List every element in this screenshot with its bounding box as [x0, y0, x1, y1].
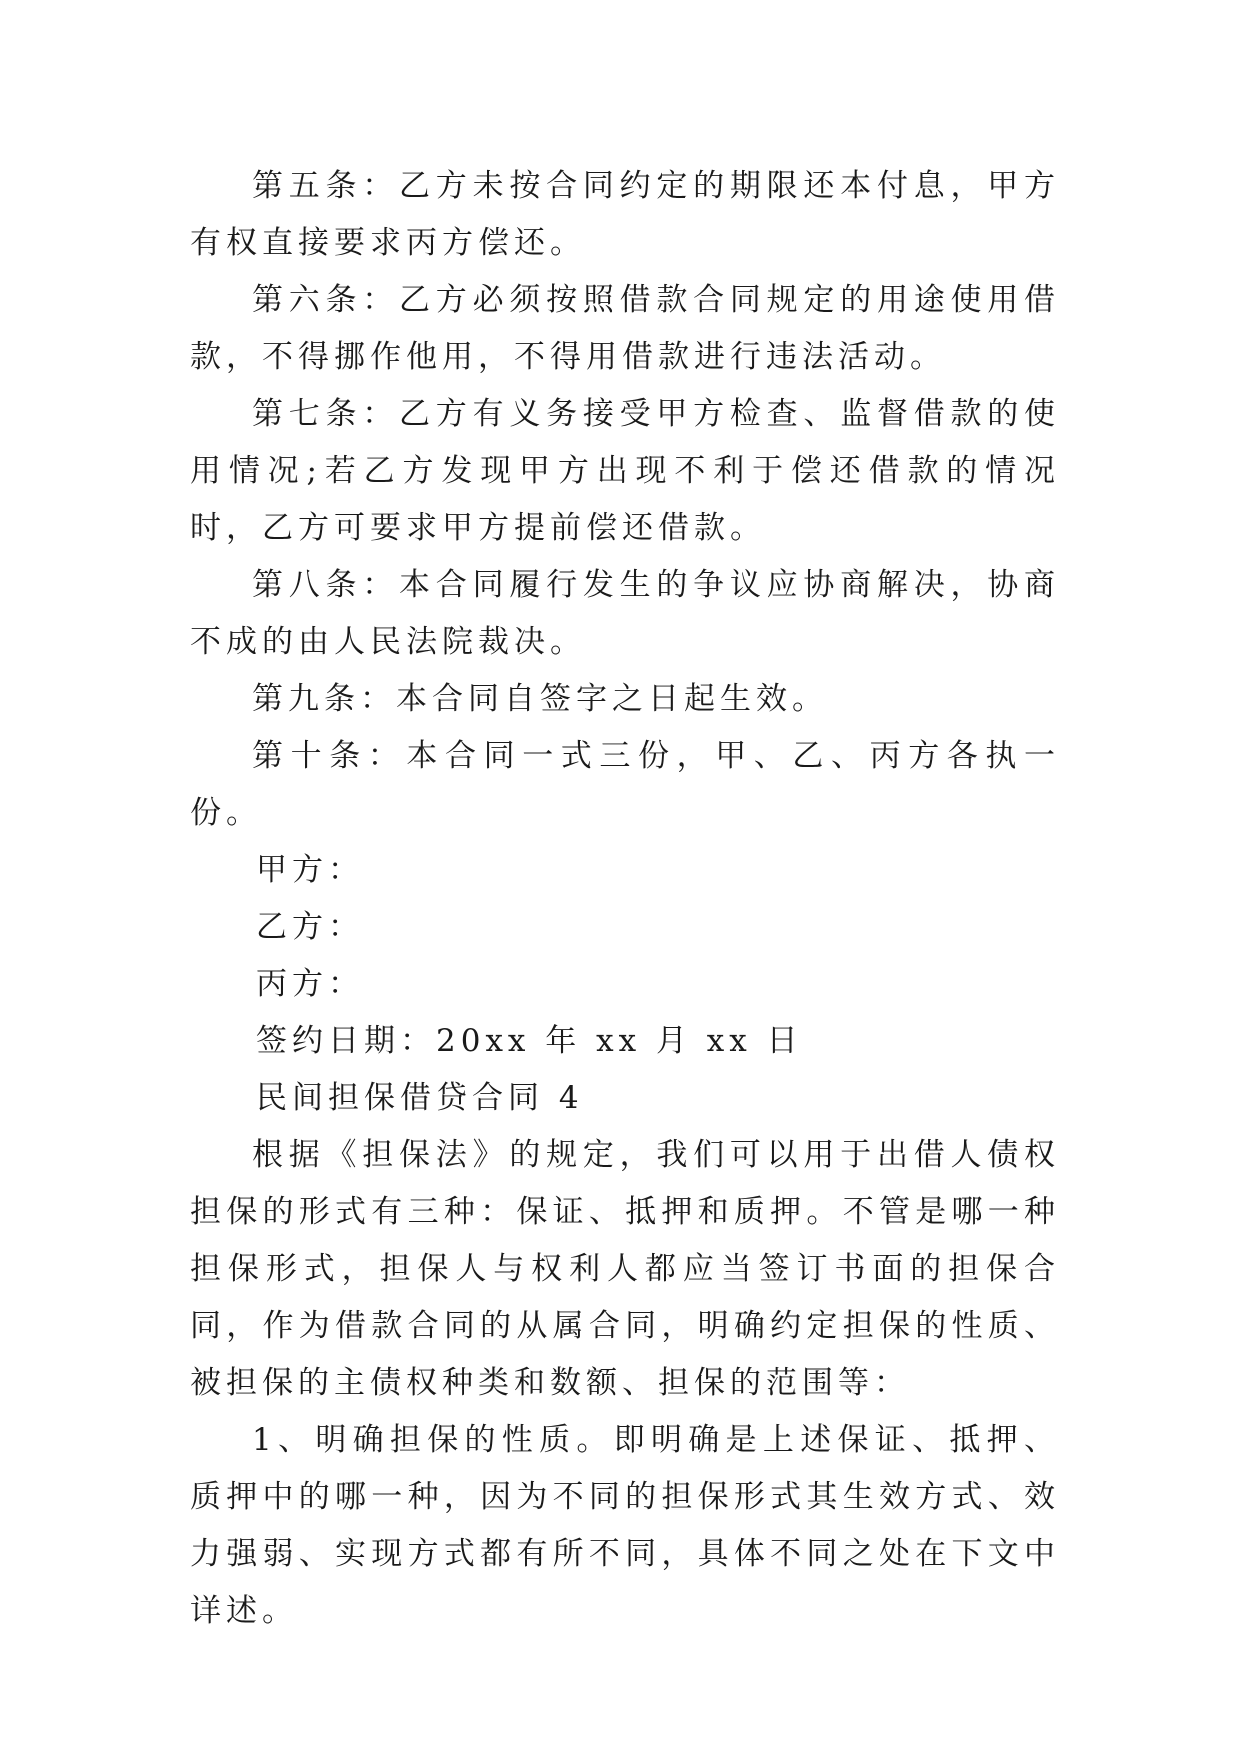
intro-paragraph: 根据《担保法》的规定，我们可以用于出借人债权担保的形式有三种：保证、抵押和质押。不管是哪一种担保形式，担保人与权利人都应当签订书面的担保合同，作为借款合同的从属合同，明确约定担保的性质、被担保的主债权种类和数额、担保的范围等：	[190, 1137, 1060, 1401]
article-9: 第九条：本合同自签字之日起生效。	[252, 681, 828, 717]
sign-date: 签约日期：20xx 年 xx 月 xx 日	[256, 1023, 803, 1059]
article-10: 第十条：本合同一式三份，甲、乙、丙方各执一份。	[190, 738, 1060, 831]
document-body	[190, 158, 1060, 1640]
party-b-signature-line: 乙方：	[256, 909, 364, 945]
article-6: 第六条：乙方必须按照借款合同规定的用途使用借款，不得挪作他用，不得用借款进行违法活动。	[190, 282, 1060, 375]
party-a-signature-line: 甲方：	[256, 852, 364, 888]
article-5: 第五条：乙方未按合同约定的期限还本付息，甲方有权直接要求丙方偿还。	[190, 168, 1060, 261]
party-c-signature-line: 丙方：	[256, 966, 364, 1002]
article-7: 第七条：乙方有义务接受甲方检查、监督借款的使用情况;若乙方发现甲方出现不利于偿还借款的情况时，乙方可要求甲方提前偿还借款。	[190, 396, 1060, 546]
section-title: 民间担保借贷合同 4	[256, 1080, 584, 1116]
article-8: 第八条：本合同履行发生的争议应协商解决，协商不成的由人民法院裁决。	[190, 567, 1060, 660]
point-1: 1、明确担保的性质。即明确是上述保证、抵押、质押中的哪一种，因为不同的担保形式其生效方式、效力强弱、实现方式都有所不同，具体不同之处在下文中详述。	[190, 1422, 1060, 1629]
